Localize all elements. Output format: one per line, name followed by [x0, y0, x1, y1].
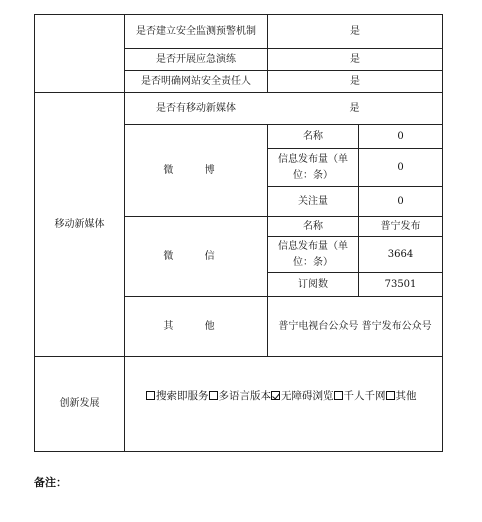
innovation-option [386, 388, 417, 403]
weibo-name-label-text: 名称 [303, 130, 323, 142]
checkbox-checked[interactable] [271, 391, 280, 400]
wechat-name-label-text: 名称 [303, 220, 323, 232]
innovation-option [146, 388, 209, 403]
security-row-label-text: 是否开展应急演练 [156, 53, 236, 65]
innovation-option [271, 388, 334, 403]
security-row-label [124, 48, 267, 70]
security-row-label-text: 是否明确网站安全责任人 [141, 75, 251, 87]
innovation-section-label [34, 356, 124, 452]
security-row-value-text: 是 [350, 75, 360, 87]
wechat-name-value-text: 普宁发布 [380, 220, 421, 232]
innovation-options [146, 388, 417, 403]
innovation-option-label: 无障碍浏览 [281, 390, 334, 402]
weibo-name-label [267, 124, 358, 148]
wechat-subscribers-label [267, 272, 358, 296]
mobile-media-section-label-text: 移动新媒体 [54, 218, 105, 230]
security-row-value-text: 是 [350, 25, 360, 37]
innovation-option [209, 388, 272, 403]
innovation-option [334, 388, 386, 403]
remark-label: 备注： [34, 476, 67, 489]
weibo-posts-label-text: 信息发布量（单位：条） [278, 153, 348, 181]
wechat-posts-value-text: 3664 [387, 248, 414, 260]
checkbox-unchecked[interactable] [334, 391, 343, 400]
innovation-section-label-text: 创新发展 [59, 398, 100, 409]
weibo-followers-value [358, 186, 443, 216]
weibo-posts-label [267, 148, 358, 186]
checkbox-unchecked[interactable] [386, 391, 395, 400]
weibo-posts-value-text: 0 [397, 161, 404, 173]
innovation-option-label: 搜索即服务 [156, 390, 209, 402]
security-row-value-text: 是 [350, 53, 360, 65]
wechat-label [124, 216, 267, 296]
other-media-value [267, 296, 443, 356]
security-row-label [124, 14, 267, 48]
wechat-subscribers-value-text: 73501 [384, 278, 417, 290]
innovation-option-label: 千人千网 [343, 390, 386, 402]
wechat-label-text: 微 信 [163, 250, 229, 262]
has-mobile-media-label-text: 是否有移动新媒体 [156, 102, 236, 114]
has-mobile-media-label [124, 92, 267, 124]
other-media-label [124, 296, 267, 356]
security-row-value [267, 70, 443, 92]
weibo-name-value-text: 0 [397, 130, 404, 142]
checkbox-unchecked[interactable] [209, 391, 218, 400]
other-media-label-text: 其 他 [163, 320, 229, 332]
security-section-label-cell [34, 14, 124, 92]
innovation-options-cell [124, 356, 443, 452]
wechat-subscribers-value [358, 272, 443, 296]
weibo-followers-label-text: 关注量 [298, 195, 328, 207]
checkbox-unchecked[interactable] [146, 391, 155, 400]
other-media-value-text: 普宁电视台公众号 普宁发布公众号 [278, 320, 432, 332]
weibo-label [124, 124, 267, 216]
has-mobile-media-value [267, 92, 443, 124]
security-row-label [124, 70, 267, 92]
weibo-label-text: 微 博 [163, 164, 229, 176]
wechat-name-value [358, 216, 443, 236]
wechat-posts-value [358, 236, 443, 272]
innovation-option-label: 多语言版本 [218, 390, 271, 402]
weibo-followers-value-text: 0 [397, 195, 404, 207]
weibo-followers-label [267, 186, 358, 216]
innovation-option-label: 其他 [395, 390, 417, 402]
wechat-posts-label [267, 236, 358, 272]
security-row-label-text: 是否建立安全监测预警机制 [136, 25, 256, 37]
wechat-subscribers-label-text: 订阅数 [298, 278, 328, 290]
security-row-value [267, 14, 443, 48]
wechat-posts-label-text: 信息发布量（单位：条） [278, 240, 348, 268]
has-mobile-media-value-text: 是 [349, 102, 360, 114]
weibo-name-value [358, 124, 443, 148]
security-row-value [267, 48, 443, 70]
mobile-media-section-label [34, 92, 124, 356]
wechat-name-label [267, 216, 358, 236]
weibo-posts-value [358, 148, 443, 186]
